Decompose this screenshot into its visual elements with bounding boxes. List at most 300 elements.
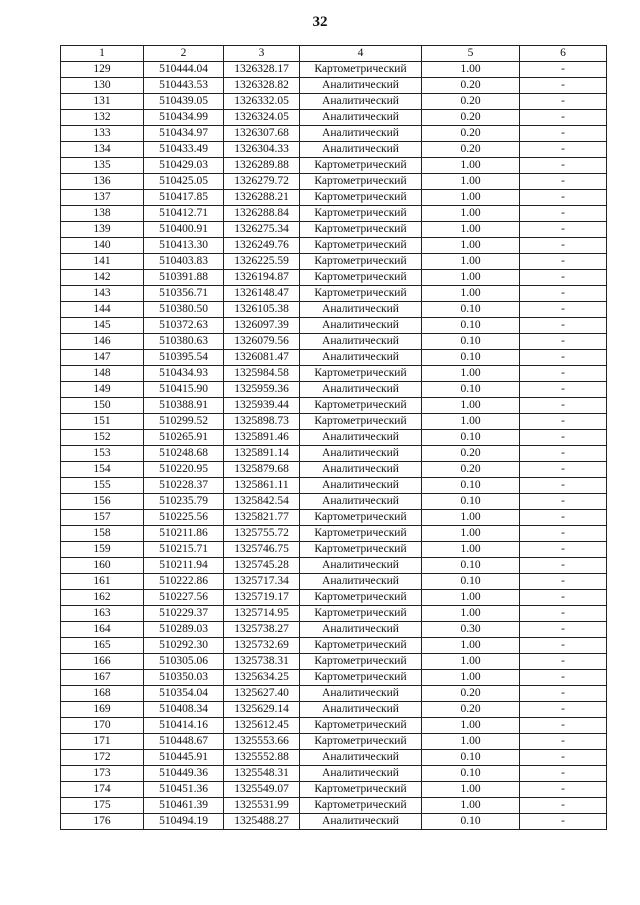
- table-row: [61, 590, 607, 606]
- method-cell: Аналитический: [300, 750, 422, 766]
- point-number-cell: 131: [61, 94, 144, 110]
- page-number: 32: [312, 14, 328, 30]
- y-coordinate-cell: 1325714.95: [224, 606, 300, 622]
- y-coordinate-cell: 1326148.47: [224, 286, 300, 302]
- table-row: [61, 462, 607, 478]
- point-number-cell: 137: [61, 190, 144, 206]
- description-cell: -: [520, 286, 607, 302]
- x-coordinate-cell: 510215.71: [144, 542, 224, 558]
- method-cell: Аналитический: [300, 382, 422, 398]
- method-cell: Картометрический: [300, 654, 422, 670]
- method-cell: Картометрический: [300, 190, 422, 206]
- coordinates-table: [60, 45, 607, 830]
- accuracy-cell: 1.00: [422, 62, 520, 78]
- point-number-cell: 158: [61, 526, 144, 542]
- method-cell: Картометрический: [300, 638, 422, 654]
- x-coordinate-cell: 510220.95: [144, 462, 224, 478]
- point-number-cell: 138: [61, 206, 144, 222]
- table-row: [61, 126, 607, 142]
- description-cell: -: [520, 702, 607, 718]
- accuracy-cell: 1.00: [422, 174, 520, 190]
- accuracy-cell: 1.00: [422, 526, 520, 542]
- x-coordinate-cell: 510444.04: [144, 62, 224, 78]
- table-row: [61, 798, 607, 814]
- x-coordinate-cell: 510391.88: [144, 270, 224, 286]
- x-coordinate-cell: 510229.37: [144, 606, 224, 622]
- x-coordinate-cell: 510494.19: [144, 814, 224, 830]
- point-number-cell: 166: [61, 654, 144, 670]
- method-cell: Картометрический: [300, 718, 422, 734]
- point-number-cell: 153: [61, 446, 144, 462]
- description-cell: -: [520, 558, 607, 574]
- point-number-cell: 171: [61, 734, 144, 750]
- table-row: [61, 606, 607, 622]
- method-cell: Аналитический: [300, 558, 422, 574]
- x-coordinate-cell: 510395.54: [144, 350, 224, 366]
- table-row: [61, 190, 607, 206]
- y-coordinate-cell: 1325939.44: [224, 398, 300, 414]
- table-row: [61, 302, 607, 318]
- point-number-cell: 162: [61, 590, 144, 606]
- point-number-cell: 139: [61, 222, 144, 238]
- y-coordinate-cell: 1325898.73: [224, 414, 300, 430]
- method-cell: Картометрический: [300, 286, 422, 302]
- accuracy-cell: 0.10: [422, 814, 520, 830]
- y-coordinate-cell: 1326225.59: [224, 254, 300, 270]
- table-row: [61, 542, 607, 558]
- accuracy-cell: 1.00: [422, 734, 520, 750]
- accuracy-cell: 0.10: [422, 318, 520, 334]
- accuracy-cell: 1.00: [422, 222, 520, 238]
- accuracy-cell: 1.00: [422, 510, 520, 526]
- table-row: [61, 718, 607, 734]
- table-row: [61, 446, 607, 462]
- accuracy-cell: 1.00: [422, 286, 520, 302]
- table-row: [61, 270, 607, 286]
- table-row: [61, 222, 607, 238]
- description-cell: -: [520, 430, 607, 446]
- description-cell: -: [520, 446, 607, 462]
- accuracy-cell: 1.00: [422, 670, 520, 686]
- point-number-cell: 157: [61, 510, 144, 526]
- description-cell: -: [520, 670, 607, 686]
- y-coordinate-cell: 1325548.31: [224, 766, 300, 782]
- method-cell: Аналитический: [300, 462, 422, 478]
- column-header: 1: [61, 46, 144, 62]
- description-cell: -: [520, 110, 607, 126]
- description-cell: -: [520, 398, 607, 414]
- y-coordinate-cell: 1325553.66: [224, 734, 300, 750]
- point-number-cell: 160: [61, 558, 144, 574]
- method-cell: Картометрический: [300, 254, 422, 270]
- table-row: [61, 558, 607, 574]
- point-number-cell: 129: [61, 62, 144, 78]
- x-coordinate-cell: 510292.30: [144, 638, 224, 654]
- description-cell: -: [520, 814, 607, 830]
- description-cell: -: [520, 622, 607, 638]
- description-cell: -: [520, 638, 607, 654]
- point-number-cell: 146: [61, 334, 144, 350]
- method-cell: Аналитический: [300, 814, 422, 830]
- method-cell: Картометрический: [300, 670, 422, 686]
- point-number-cell: 161: [61, 574, 144, 590]
- y-coordinate-cell: 1325627.40: [224, 686, 300, 702]
- x-coordinate-cell: 510356.71: [144, 286, 224, 302]
- table-row: [61, 638, 607, 654]
- description-cell: -: [520, 382, 607, 398]
- y-coordinate-cell: 1325732.69: [224, 638, 300, 654]
- table-row: [61, 174, 607, 190]
- description-cell: -: [520, 174, 607, 190]
- method-cell: Аналитический: [300, 478, 422, 494]
- point-number-cell: 148: [61, 366, 144, 382]
- table-row: [61, 78, 607, 94]
- x-coordinate-cell: 510439.05: [144, 94, 224, 110]
- accuracy-cell: 1.00: [422, 238, 520, 254]
- method-cell: Картометрический: [300, 734, 422, 750]
- method-cell: Картометрический: [300, 238, 422, 254]
- column-header: 5: [422, 46, 520, 62]
- accuracy-cell: 0.10: [422, 558, 520, 574]
- description-cell: -: [520, 78, 607, 94]
- description-cell: -: [520, 606, 607, 622]
- y-coordinate-cell: 1326081.47: [224, 350, 300, 366]
- accuracy-cell: 0.20: [422, 702, 520, 718]
- method-cell: Аналитический: [300, 622, 422, 638]
- point-number-cell: 149: [61, 382, 144, 398]
- y-coordinate-cell: 1325746.75: [224, 542, 300, 558]
- column-header: 6: [520, 46, 607, 62]
- point-number-cell: 164: [61, 622, 144, 638]
- accuracy-cell: 0.20: [422, 686, 520, 702]
- point-number-cell: 172: [61, 750, 144, 766]
- method-cell: Картометрический: [300, 62, 422, 78]
- accuracy-cell: 1.00: [422, 398, 520, 414]
- x-coordinate-cell: 510414.16: [144, 718, 224, 734]
- column-header: 3: [224, 46, 300, 62]
- accuracy-cell: 1.00: [422, 654, 520, 670]
- accuracy-cell: 0.10: [422, 766, 520, 782]
- method-cell: Аналитический: [300, 334, 422, 350]
- method-cell: Картометрический: [300, 174, 422, 190]
- method-cell: Картометрический: [300, 590, 422, 606]
- x-coordinate-cell: 510211.86: [144, 526, 224, 542]
- y-coordinate-cell: 1326307.68: [224, 126, 300, 142]
- x-coordinate-cell: 510443.53: [144, 78, 224, 94]
- x-coordinate-cell: 510265.91: [144, 430, 224, 446]
- description-cell: -: [520, 222, 607, 238]
- x-coordinate-cell: 510400.91: [144, 222, 224, 238]
- y-coordinate-cell: 1326332.05: [224, 94, 300, 110]
- point-number-cell: 152: [61, 430, 144, 446]
- table-row: [61, 478, 607, 494]
- accuracy-cell: 1.00: [422, 270, 520, 286]
- table-row: [61, 382, 607, 398]
- x-coordinate-cell: 510412.71: [144, 206, 224, 222]
- accuracy-cell: 1.00: [422, 782, 520, 798]
- y-coordinate-cell: 1326288.21: [224, 190, 300, 206]
- table-row: [61, 430, 607, 446]
- description-cell: -: [520, 142, 607, 158]
- point-number-cell: 132: [61, 110, 144, 126]
- description-cell: -: [520, 494, 607, 510]
- point-number-cell: 154: [61, 462, 144, 478]
- y-coordinate-cell: 1325549.07: [224, 782, 300, 798]
- table-row: [61, 654, 607, 670]
- accuracy-cell: 1.00: [422, 606, 520, 622]
- point-number-cell: 173: [61, 766, 144, 782]
- x-coordinate-cell: 510434.93: [144, 366, 224, 382]
- accuracy-cell: 0.20: [422, 94, 520, 110]
- description-cell: -: [520, 206, 607, 222]
- table-row: [61, 734, 607, 750]
- accuracy-cell: 1.00: [422, 542, 520, 558]
- y-coordinate-cell: 1326279.72: [224, 174, 300, 190]
- x-coordinate-cell: 510380.50: [144, 302, 224, 318]
- point-number-cell: 176: [61, 814, 144, 830]
- accuracy-cell: 1.00: [422, 254, 520, 270]
- description-cell: -: [520, 318, 607, 334]
- x-coordinate-cell: 510434.99: [144, 110, 224, 126]
- description-cell: -: [520, 414, 607, 430]
- point-number-cell: 159: [61, 542, 144, 558]
- y-coordinate-cell: 1325891.14: [224, 446, 300, 462]
- description-cell: -: [520, 126, 607, 142]
- table-row: [61, 814, 607, 830]
- point-number-cell: 150: [61, 398, 144, 414]
- method-cell: Картометрический: [300, 270, 422, 286]
- method-cell: Картометрический: [300, 798, 422, 814]
- table-row: [61, 766, 607, 782]
- y-coordinate-cell: 1325612.45: [224, 718, 300, 734]
- table-row: [61, 110, 607, 126]
- description-cell: -: [520, 798, 607, 814]
- table-row: [61, 254, 607, 270]
- table-row: [61, 238, 607, 254]
- description-cell: -: [520, 718, 607, 734]
- table-row: [61, 670, 607, 686]
- description-cell: -: [520, 62, 607, 78]
- y-coordinate-cell: 1325717.34: [224, 574, 300, 590]
- description-cell: -: [520, 334, 607, 350]
- accuracy-cell: 0.20: [422, 446, 520, 462]
- point-number-cell: 136: [61, 174, 144, 190]
- accuracy-cell: 0.10: [422, 750, 520, 766]
- x-coordinate-cell: 510413.30: [144, 238, 224, 254]
- method-cell: Аналитический: [300, 766, 422, 782]
- method-cell: Аналитический: [300, 94, 422, 110]
- method-cell: Аналитический: [300, 142, 422, 158]
- x-coordinate-cell: 510222.86: [144, 574, 224, 590]
- x-coordinate-cell: 510417.85: [144, 190, 224, 206]
- method-cell: Картометрический: [300, 782, 422, 798]
- y-coordinate-cell: 1326097.39: [224, 318, 300, 334]
- point-number-cell: 144: [61, 302, 144, 318]
- description-cell: -: [520, 686, 607, 702]
- point-number-cell: 169: [61, 702, 144, 718]
- x-coordinate-cell: 510451.36: [144, 782, 224, 798]
- y-coordinate-cell: 1325755.72: [224, 526, 300, 542]
- table-row: [61, 494, 607, 510]
- y-coordinate-cell: 1326324.05: [224, 110, 300, 126]
- y-coordinate-cell: 1325842.54: [224, 494, 300, 510]
- y-coordinate-cell: 1326288.84: [224, 206, 300, 222]
- point-number-cell: 165: [61, 638, 144, 654]
- method-cell: Картометрический: [300, 206, 422, 222]
- table-row: [61, 158, 607, 174]
- point-number-cell: 143: [61, 286, 144, 302]
- point-number-cell: 156: [61, 494, 144, 510]
- y-coordinate-cell: 1325984.58: [224, 366, 300, 382]
- table-row: [61, 398, 607, 414]
- description-cell: -: [520, 782, 607, 798]
- method-cell: Картометрический: [300, 414, 422, 430]
- table-row: [61, 702, 607, 718]
- accuracy-cell: 1.00: [422, 718, 520, 734]
- method-cell: Картометрический: [300, 398, 422, 414]
- x-coordinate-cell: 510228.37: [144, 478, 224, 494]
- x-coordinate-cell: 510305.06: [144, 654, 224, 670]
- x-coordinate-cell: 510388.91: [144, 398, 224, 414]
- table-row: [61, 334, 607, 350]
- method-cell: Аналитический: [300, 702, 422, 718]
- method-cell: Картометрический: [300, 526, 422, 542]
- description-cell: -: [520, 750, 607, 766]
- method-cell: Картометрический: [300, 510, 422, 526]
- description-cell: -: [520, 270, 607, 286]
- accuracy-cell: 1.00: [422, 206, 520, 222]
- y-coordinate-cell: 1325552.88: [224, 750, 300, 766]
- table-row: [61, 622, 607, 638]
- accuracy-cell: 1.00: [422, 590, 520, 606]
- y-coordinate-cell: 1326304.33: [224, 142, 300, 158]
- method-cell: Аналитический: [300, 446, 422, 462]
- description-cell: -: [520, 254, 607, 270]
- method-cell: Картометрический: [300, 366, 422, 382]
- table-row: [61, 526, 607, 542]
- y-coordinate-cell: 1326328.17: [224, 62, 300, 78]
- point-number-cell: 167: [61, 670, 144, 686]
- x-coordinate-cell: 510248.68: [144, 446, 224, 462]
- method-cell: Аналитический: [300, 574, 422, 590]
- y-coordinate-cell: 1326328.82: [224, 78, 300, 94]
- description-cell: -: [520, 526, 607, 542]
- description-cell: -: [520, 542, 607, 558]
- description-cell: -: [520, 590, 607, 606]
- y-coordinate-cell: 1326249.76: [224, 238, 300, 254]
- accuracy-cell: 0.10: [422, 302, 520, 318]
- y-coordinate-cell: 1325879.68: [224, 462, 300, 478]
- y-coordinate-cell: 1326275.34: [224, 222, 300, 238]
- method-cell: Аналитический: [300, 302, 422, 318]
- column-header: 4: [300, 46, 422, 62]
- description-cell: -: [520, 574, 607, 590]
- table-row: [61, 686, 607, 702]
- method-cell: Аналитический: [300, 318, 422, 334]
- accuracy-cell: 0.10: [422, 382, 520, 398]
- method-cell: Картометрический: [300, 222, 422, 238]
- description-cell: -: [520, 302, 607, 318]
- table-row: [61, 350, 607, 366]
- description-cell: -: [520, 350, 607, 366]
- x-coordinate-cell: 510372.63: [144, 318, 224, 334]
- description-cell: -: [520, 766, 607, 782]
- description-cell: -: [520, 654, 607, 670]
- table-row: [61, 574, 607, 590]
- y-coordinate-cell: 1325738.31: [224, 654, 300, 670]
- y-coordinate-cell: 1325891.46: [224, 430, 300, 446]
- accuracy-cell: 1.00: [422, 190, 520, 206]
- point-number-cell: 163: [61, 606, 144, 622]
- x-coordinate-cell: 510350.03: [144, 670, 224, 686]
- point-number-cell: 140: [61, 238, 144, 254]
- accuracy-cell: 0.20: [422, 142, 520, 158]
- accuracy-cell: 0.20: [422, 78, 520, 94]
- accuracy-cell: 0.20: [422, 110, 520, 126]
- point-number-cell: 141: [61, 254, 144, 270]
- accuracy-cell: 0.10: [422, 478, 520, 494]
- point-number-cell: 134: [61, 142, 144, 158]
- table-row: [61, 142, 607, 158]
- table-row: [61, 286, 607, 302]
- table-row: [61, 62, 607, 78]
- point-number-cell: 174: [61, 782, 144, 798]
- x-coordinate-cell: 510433.49: [144, 142, 224, 158]
- x-coordinate-cell: 510445.91: [144, 750, 224, 766]
- description-cell: -: [520, 366, 607, 382]
- column-header: 2: [144, 46, 224, 62]
- method-cell: Аналитический: [300, 110, 422, 126]
- table-row: [61, 94, 607, 110]
- accuracy-cell: 1.00: [422, 638, 520, 654]
- y-coordinate-cell: 1325959.36: [224, 382, 300, 398]
- method-cell: Аналитический: [300, 350, 422, 366]
- table-row: [61, 414, 607, 430]
- y-coordinate-cell: 1325738.27: [224, 622, 300, 638]
- point-number-cell: 135: [61, 158, 144, 174]
- table-row: [61, 782, 607, 798]
- x-coordinate-cell: 510415.90: [144, 382, 224, 398]
- y-coordinate-cell: 1325629.14: [224, 702, 300, 718]
- y-coordinate-cell: 1325719.17: [224, 590, 300, 606]
- description-cell: -: [520, 734, 607, 750]
- x-coordinate-cell: 510354.04: [144, 686, 224, 702]
- y-coordinate-cell: 1326105.38: [224, 302, 300, 318]
- accuracy-cell: 0.10: [422, 494, 520, 510]
- point-number-cell: 147: [61, 350, 144, 366]
- accuracy-cell: 0.10: [422, 574, 520, 590]
- accuracy-cell: 0.10: [422, 350, 520, 366]
- x-coordinate-cell: 510211.94: [144, 558, 224, 574]
- x-coordinate-cell: 510461.39: [144, 798, 224, 814]
- y-coordinate-cell: 1325861.11: [224, 478, 300, 494]
- description-cell: -: [520, 94, 607, 110]
- point-number-cell: 175: [61, 798, 144, 814]
- x-coordinate-cell: 510299.52: [144, 414, 224, 430]
- x-coordinate-cell: 510225.56: [144, 510, 224, 526]
- y-coordinate-cell: 1326289.88: [224, 158, 300, 174]
- x-coordinate-cell: 510289.03: [144, 622, 224, 638]
- table-row: [61, 206, 607, 222]
- accuracy-cell: 0.20: [422, 462, 520, 478]
- point-number-cell: 145: [61, 318, 144, 334]
- table-row: [61, 510, 607, 526]
- method-cell: Аналитический: [300, 686, 422, 702]
- method-cell: Аналитический: [300, 494, 422, 510]
- method-cell: Аналитический: [300, 430, 422, 446]
- x-coordinate-cell: 510403.83: [144, 254, 224, 270]
- point-number-cell: 151: [61, 414, 144, 430]
